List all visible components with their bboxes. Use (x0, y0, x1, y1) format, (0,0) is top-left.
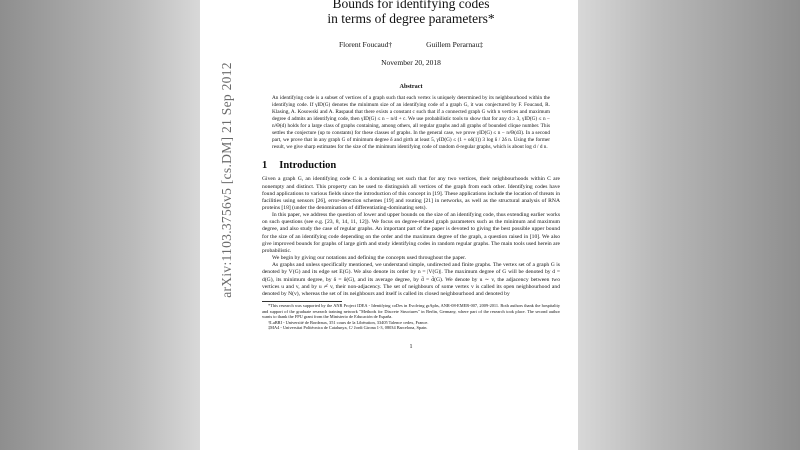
arxiv-stamp: arXiv:1103.3756v5 [cs.DM] 21 Sep 2012 (219, 62, 235, 298)
author-1: Florent Foucaud† (339, 40, 393, 49)
footnote-1: *This research was supported by the ANR Project IDEA - Identifying coDes in Evolving grAphs, ANR-08-EMER-007, 2009-2011. Both authors thank the hospitality and support of the graduate research training network "Methods for Discrete Structures" in Berlin, Germany, where part of the research took place. The second author wants to thank the FPU grant from the Ministerio de Educación de España. (262, 303, 560, 320)
introduction-body (262, 176, 560, 298)
abstract-heading: Abstract (399, 83, 423, 90)
footnote-2: †LaBRI - Université de Bordeaux, 351 cours de la Libération, 33405 Talence cedex, France. (268, 319, 429, 325)
arxiv-stamp-container (213, 60, 241, 300)
title-line-2: in terms of degree parameters* (327, 11, 495, 26)
paragraph-4: As graphs and unless specifically mentioned, we understand simple, undirected and finite graphs. The vertex set of a graph G is denoted by V(G) and its edge set E(G). We also denote its order by n = |V(G)|. The maximum degree of G will be denoted by d = d(G), its minimum degree, by δ = δ(G), and its average degree, by d̄ = d̄(G). We denote by u ∼ v, the adjacency between two vertices u and v, and by u ≁ v, their non-adjacency. The set of neighbours of some vertex v is called its open neighbourhood and denoted by N(v), whereas the set of its neighbours and itself is called its closed neighbourhood and denoted by (262, 262, 560, 297)
paper-date: November 20, 2018 (381, 58, 441, 67)
viewer-background-left (0, 0, 200, 450)
abstract-text: An identifying code is a subset of vertices of a graph such that each vertex is uniquely determined by its neighbourhood within the identifying code. If γID(G) denotes the minimum size of an identifying code of a graph G, it was conjectured by F. Foucaud, R. Klasing, A. Kosowski and A. Raspaud that there exists a constant c such that if a connected graph G with n vertices and maximum degree d admits an identifying code, then γID(G) ≤ n − n/d + c. We use probabilistic tools to show that for any d ≥ 3, γID(G) ≤ n − n/Θ(d) holds for a large class of graphs containing, among others, all regular graphs and all graphs of bounded clique number. This settles the conjecture (up to constants) for these classes of graphs. In the general case, we prove γID(G) ≤ n − n/Θ(d3). In a second part, we prove that in any graph G of minimum degree δ and girth at least 5, γID(G) ≤ (1 + oδ(1)) 3 log δ / 2δ n. Using the former result, we give sharp estimates for the size of the minimum identifying code of random d-regular graphs, which is about log d / d n. (272, 95, 550, 151)
title-line-1: Bounds for identifying codes (332, 0, 490, 11)
footnote-3: ‡MA4 - Universitat Politècnica de Catalunya, C/ Jordi Girona 1-3, 08034 Barcelona, Spain. (268, 325, 428, 331)
paragraph-3: We begin by giving our notations and defining the concepts used throughout the paper. (272, 255, 467, 262)
section-heading (262, 160, 560, 171)
page-content (262, 0, 560, 350)
document-page (200, 0, 578, 450)
footnote-rule (262, 301, 342, 302)
author-2: Guillem Perarnau‡ (426, 40, 483, 49)
section-title: Introduction (279, 160, 337, 172)
section-number: 1 (262, 160, 268, 172)
viewer-background-right (578, 0, 800, 450)
authors (262, 40, 560, 49)
paragraph-1: Given a graph G, an identifying code C is a dominating set such that for any two vertices, their neighbourhoods within C are nonempty and distinct. This property can be used to distinguish all vertices of the graph from each other. Identifying codes have found applications to various fields since the introduction of this concept in [19]. These applications include the location of threats in facilities using sensors [26], error-detection schemes [19] and routing [21] in networks, as well as the structural analysis of RNA proteins [18] (under the denomination of differentiating-dominating sets). (262, 176, 560, 211)
paper-title (262, 0, 560, 26)
page-number: 1 (409, 344, 413, 350)
paragraph-2: In this paper, we address the question of lower and upper bounds on the size of an identifying code, thus extending earlier works on such questions (see e.g. [23, 8, 14, 11, 12]). We focus on degree-related graph parameters such as the minimum and maximum degree, and also study the case of regular graphs. An important part of the paper is devoted to giving the best possible upper bound for the size of an identifying code depending on the order and the maximum degree of the graph, a question raised in [10]. We also give improved bounds for graphs of large girth and study identifying codes in random regular graphs. The main tools used herein are probabilistic. (262, 212, 560, 254)
footnotes (262, 303, 560, 331)
